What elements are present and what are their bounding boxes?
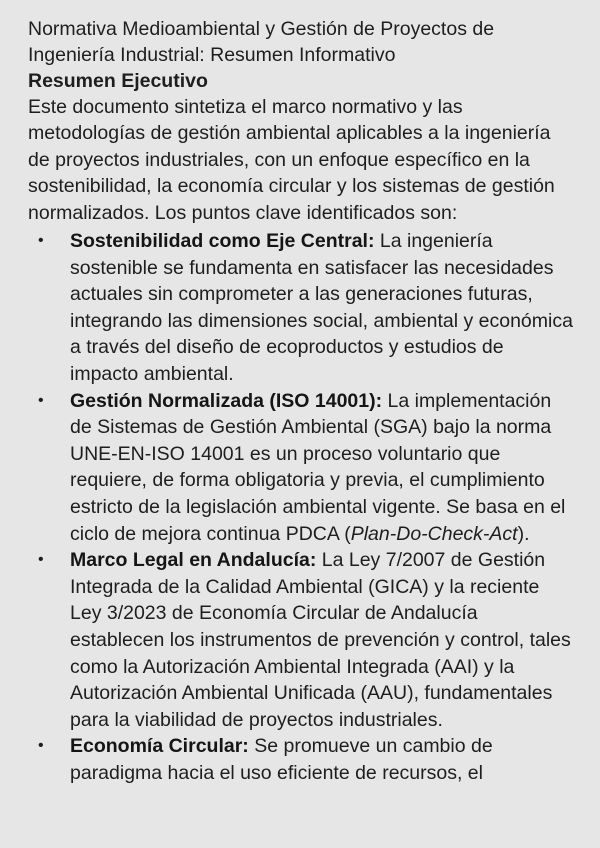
list-item-term: Marco Legal en Andalucía: <box>70 549 317 572</box>
list-item <box>28 547 576 733</box>
list-item <box>28 733 576 786</box>
list-item-term: Sostenibilidad como Eje Central: <box>70 230 375 253</box>
list-item-italic: Plan-Do-Check-Act <box>350 522 518 545</box>
bullet-icon: • <box>38 737 44 755</box>
list-item <box>28 388 576 548</box>
bullet-icon: • <box>38 551 44 569</box>
document-title <box>28 16 576 68</box>
list-item-text: Se promueve un cambio de paradigma hacia el uso eficiente de recursos, el <box>70 735 493 784</box>
bullet-icon: • <box>38 232 44 250</box>
intro-paragraph: Este documento sintetiza el marco normativo y las metodologías de gestión ambiental aplicables a la ingeniería de proyectos industriales, con un enfoque específico en la sostenibilidad, la economía circular y los sistemas de gestión normalizados. Los puntos clave identificados son: <box>28 96 555 224</box>
key-points-list <box>28 228 576 786</box>
list-item-text: La Ley 7/2007 de Gestión Integrada de la Calidad Ambiental (GICA) y la reciente Ley 3/2023 de Economía Circular de Andalucía establecen los instrumentos de prevención y control, tales como la Autorización Ambiental Integrada (AAI) y la Autorización Ambiental Unificada (AAU), fundamentales para la viabilidad de proyectos industriales. <box>70 549 571 731</box>
list-item-tail: ). <box>517 522 530 545</box>
section-heading: Resumen Ejecutivo <box>28 70 208 92</box>
list-item-term: Economía Circular: <box>70 735 249 758</box>
title-line-2: Ingeniería Industrial: Resumen Informativo <box>28 44 396 66</box>
document-page <box>28 16 576 787</box>
list-item-text: La ingeniería sostenible se fundamenta en satisfacer las necesidades actuales sin comprometer a las generaciones futuras, integrando las dimensiones social, ambiental y económica a través del diseño de ecoproductos y estudios de impacto ambiental. <box>70 230 573 385</box>
bullet-icon: • <box>38 391 44 409</box>
title-line-1: Normativa Medioambiental y Gestión de Proyectos de <box>28 18 495 40</box>
list-item <box>28 228 576 388</box>
list-item-text: La implementación de Sistemas de Gestión Ambiental (SGA) bajo la norma UNE-EN-ISO 14001 es un proceso voluntario que requiere, de forma obligatoria y previa, el cumplimiento estricto de la legislación ambiental vigente. Se basa en el ciclo de mejora continua PDCA ( <box>70 389 566 545</box>
list-item-term: Gestión Normalizada (ISO 14001): <box>70 389 383 412</box>
